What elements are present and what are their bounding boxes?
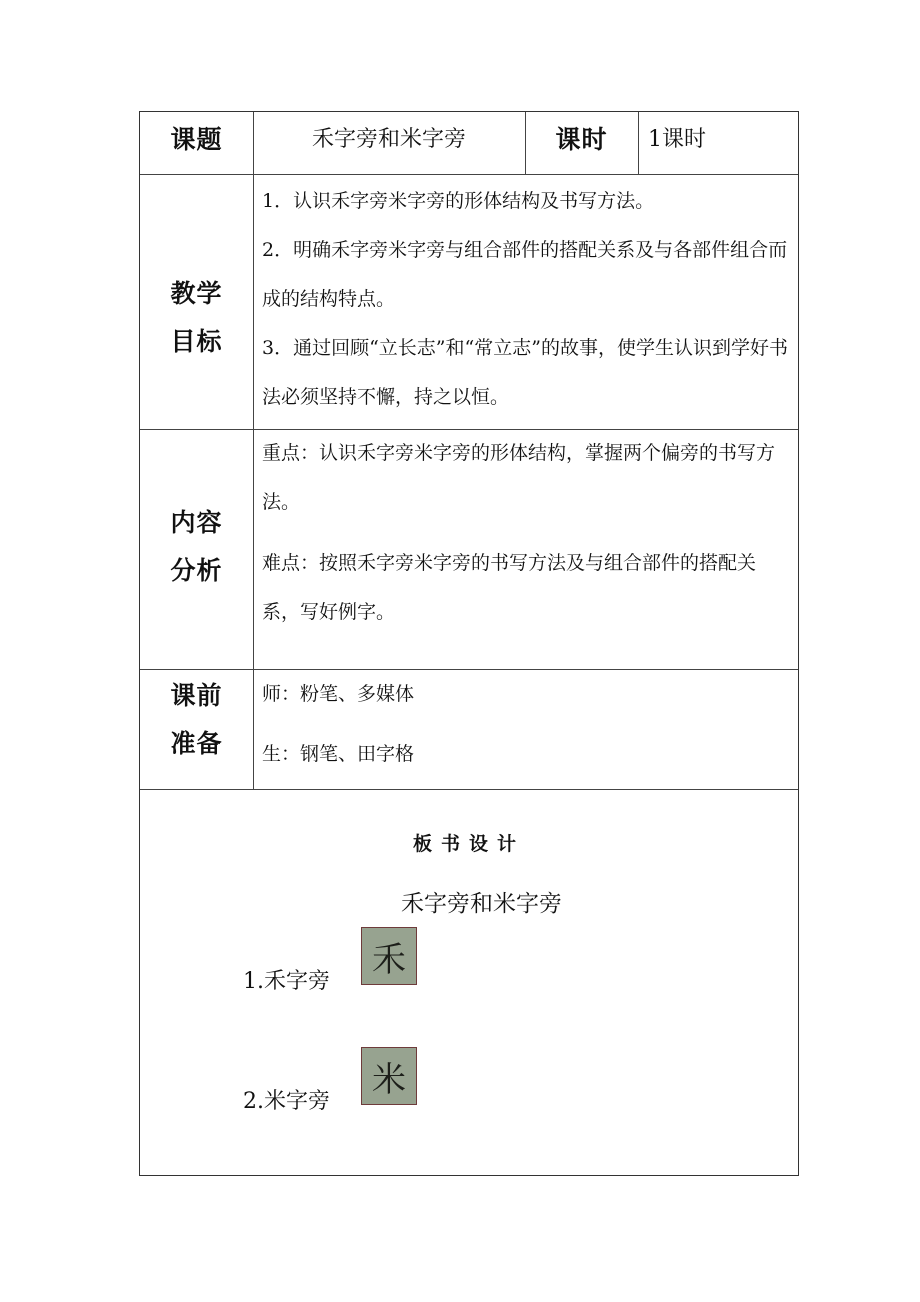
goal-item-1: 1．认识禾字旁米字旁的形体结构及书写方法。 — [262, 190, 655, 212]
prep-label — [140, 672, 253, 768]
difficult-point: 难点：按照禾字旁米字旁的书写方法及与组合部件的搭配关系，写好例字。 — [262, 552, 757, 623]
board-item1-label: 1.禾字旁 — [243, 969, 330, 994]
row-divider-3 — [140, 669, 798, 670]
prep-label-line1: 课前 — [170, 681, 223, 710]
teacher-prep: 师：粉笔、多媒体 — [262, 683, 415, 705]
prep-label-line2: 准备 — [170, 729, 223, 758]
board-item2-char-box — [361, 1047, 417, 1105]
goals-label-line1: 教学 — [170, 279, 223, 308]
board-title: 禾字旁和米字旁 — [401, 891, 562, 917]
analysis-label-line1: 内容 — [170, 508, 223, 537]
lesson-plan-table — [139, 111, 799, 1176]
row-divider-1 — [140, 174, 798, 175]
prep-content — [262, 679, 792, 769]
goal-item-3: 3．通过回顾“立长志”和“常立志”的故事，使学生认识到学好书法必须坚持不懈，持之以恒。 — [262, 337, 788, 408]
label-column-divider — [253, 112, 254, 789]
goals-label — [140, 270, 253, 366]
topic-value: 禾字旁和米字旁 — [311, 127, 466, 152]
period-value: 1课时 — [648, 127, 706, 152]
student-prep: 生：钢笔、田字格 — [262, 743, 415, 765]
board-item2-char: 米 — [372, 1059, 406, 1100]
analysis-label-line2: 分析 — [170, 556, 223, 585]
goals-label-line2: 目标 — [170, 327, 223, 356]
period-label: 课时 — [555, 125, 608, 154]
key-point: 重点：认识禾字旁米字旁的形体结构，掌握两个偏旁的书写方法。 — [262, 442, 776, 513]
goals-content — [262, 177, 792, 422]
board-item2-label: 2.米字旁 — [243, 1089, 330, 1114]
analysis-label — [140, 499, 253, 595]
board-item1-char: 禾 — [372, 939, 406, 980]
topic-label: 课题 — [170, 125, 223, 154]
board-heading: 板书设计 — [412, 833, 525, 855]
goal-item-2: 2．明确禾字旁米字旁与组合部件的搭配关系及与各部件组合而成的结构特点。 — [262, 239, 788, 310]
board-item1-char-box — [361, 927, 417, 985]
header-divider-b — [638, 112, 639, 174]
row-divider-4 — [140, 789, 798, 790]
analysis-content — [262, 429, 792, 637]
